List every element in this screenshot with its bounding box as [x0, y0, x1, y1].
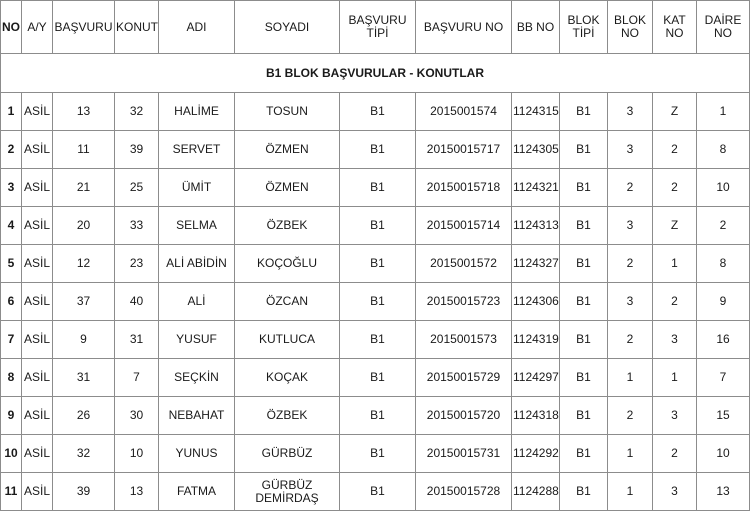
- cell-bb-no: 1124321: [512, 169, 560, 207]
- cell-konut: 25: [115, 169, 159, 207]
- cell-ay: ASİL: [22, 93, 53, 131]
- cell-blok-tipi: B1: [560, 435, 608, 473]
- cell-basvuru-tipi: B1: [340, 93, 416, 131]
- cell-basvuru: 20: [53, 207, 115, 245]
- header-basvuru-no: BAŞVURU NO: [416, 1, 512, 54]
- cell-blok-tipi: B1: [560, 321, 608, 359]
- cell-no: 5: [1, 245, 22, 283]
- cell-basvuru-no: 20150015723: [416, 283, 512, 321]
- cell-daire-no: 8: [697, 245, 750, 283]
- cell-basvuru: 12: [53, 245, 115, 283]
- header-basvuru-tipi: BAŞVURU TİPİ: [340, 1, 416, 54]
- cell-konut: 40: [115, 283, 159, 321]
- cell-basvuru-tipi: B1: [340, 321, 416, 359]
- table-row: [1, 93, 750, 131]
- cell-basvuru-no: 2015001574: [416, 93, 512, 131]
- cell-no: 1: [1, 93, 22, 131]
- header-daire-no: DAİRE NO: [697, 1, 750, 54]
- cell-bb-no: 1124318: [512, 397, 560, 435]
- header-bb-no: BB NO: [512, 1, 560, 54]
- cell-bb-no: 1124297: [512, 359, 560, 397]
- cell-basvuru-no: 20150015720: [416, 397, 512, 435]
- cell-basvuru-no: 20150015729: [416, 359, 512, 397]
- cell-basvuru-no: 20150015731: [416, 435, 512, 473]
- cell-basvuru: 31: [53, 359, 115, 397]
- cell-basvuru-no: 20150015717: [416, 131, 512, 169]
- cell-soyadi: ÖZBEK: [235, 207, 340, 245]
- cell-kat-no: 3: [653, 473, 697, 511]
- header-kat-no: KAT NO: [653, 1, 697, 54]
- cell-blok-no: 3: [608, 207, 653, 245]
- cell-blok-no: 1: [608, 473, 653, 511]
- cell-basvuru: 9: [53, 321, 115, 359]
- cell-adi: SELMA: [159, 207, 235, 245]
- cell-ay: ASİL: [22, 245, 53, 283]
- cell-blok-no: 1: [608, 359, 653, 397]
- cell-basvuru: 39: [53, 473, 115, 511]
- cell-blok-tipi: B1: [560, 359, 608, 397]
- cell-kat-no: 2: [653, 283, 697, 321]
- cell-blok-no: 2: [608, 321, 653, 359]
- cell-no: 10: [1, 435, 22, 473]
- cell-adi: ÜMİT: [159, 169, 235, 207]
- header-ay: A/Y: [22, 1, 53, 54]
- cell-ay: ASİL: [22, 207, 53, 245]
- cell-basvuru-no: 20150015728: [416, 473, 512, 511]
- cell-no: 4: [1, 207, 22, 245]
- cell-basvuru-tipi: B1: [340, 169, 416, 207]
- cell-soyadi: KUTLUCA: [235, 321, 340, 359]
- table-row: [1, 131, 750, 169]
- cell-blok-tipi: B1: [560, 169, 608, 207]
- cell-bb-no: 1124306: [512, 283, 560, 321]
- header-row: [1, 1, 750, 54]
- cell-soyadi: KOÇOĞLU: [235, 245, 340, 283]
- cell-blok-tipi: B1: [560, 397, 608, 435]
- cell-konut: 23: [115, 245, 159, 283]
- cell-bb-no: 1124315: [512, 93, 560, 131]
- cell-no: 7: [1, 321, 22, 359]
- cell-kat-no: Z: [653, 93, 697, 131]
- cell-daire-no: 15: [697, 397, 750, 435]
- cell-no: 6: [1, 283, 22, 321]
- cell-blok-tipi: B1: [560, 473, 608, 511]
- table-row: [1, 207, 750, 245]
- cell-basvuru: 11: [53, 131, 115, 169]
- cell-daire-no: 9: [697, 283, 750, 321]
- cell-basvuru-no: 20150015714: [416, 207, 512, 245]
- cell-adi: YUNUS: [159, 435, 235, 473]
- cell-bb-no: 1124319: [512, 321, 560, 359]
- cell-soyadi: ÖZCAN: [235, 283, 340, 321]
- cell-kat-no: Z: [653, 207, 697, 245]
- cell-ay: ASİL: [22, 321, 53, 359]
- cell-basvuru-tipi: B1: [340, 397, 416, 435]
- cell-no: 9: [1, 397, 22, 435]
- cell-basvuru: 37: [53, 283, 115, 321]
- table-row: [1, 283, 750, 321]
- cell-daire-no: 1: [697, 93, 750, 131]
- table-row: [1, 359, 750, 397]
- cell-blok-no: 3: [608, 283, 653, 321]
- cell-bb-no: 1124327: [512, 245, 560, 283]
- cell-bb-no: 1124305: [512, 131, 560, 169]
- cell-konut: 30: [115, 397, 159, 435]
- cell-adi: FATMA: [159, 473, 235, 511]
- cell-bb-no: 1124292: [512, 435, 560, 473]
- cell-blok-no: 1: [608, 435, 653, 473]
- cell-blok-tipi: B1: [560, 131, 608, 169]
- cell-kat-no: 2: [653, 169, 697, 207]
- cell-basvuru: 26: [53, 397, 115, 435]
- cell-soyadi: KOÇAK: [235, 359, 340, 397]
- cell-basvuru: 21: [53, 169, 115, 207]
- cell-daire-no: 7: [697, 359, 750, 397]
- cell-kat-no: 3: [653, 397, 697, 435]
- cell-adi: HALİME: [159, 93, 235, 131]
- cell-bb-no: 1124313: [512, 207, 560, 245]
- cell-daire-no: 8: [697, 131, 750, 169]
- header-soyadi: SOYADI: [235, 1, 340, 54]
- cell-ay: ASİL: [22, 435, 53, 473]
- cell-konut: 13: [115, 473, 159, 511]
- cell-soyadi: ÖZBEK: [235, 397, 340, 435]
- cell-daire-no: 10: [697, 169, 750, 207]
- table-row: [1, 169, 750, 207]
- cell-konut: 31: [115, 321, 159, 359]
- cell-basvuru-no: 2015001573: [416, 321, 512, 359]
- cell-no: 11: [1, 473, 22, 511]
- cell-basvuru-tipi: B1: [340, 473, 416, 511]
- cell-adi: YUSUF: [159, 321, 235, 359]
- section-row: [1, 54, 750, 93]
- cell-ay: ASİL: [22, 131, 53, 169]
- cell-konut: 39: [115, 131, 159, 169]
- cell-blok-no: 3: [608, 93, 653, 131]
- cell-blok-tipi: B1: [560, 93, 608, 131]
- cell-ay: ASİL: [22, 397, 53, 435]
- header-blok-no: BLOK NO: [608, 1, 653, 54]
- cell-ay: ASİL: [22, 473, 53, 511]
- cell-kat-no: 3: [653, 321, 697, 359]
- cell-no: 8: [1, 359, 22, 397]
- cell-bb-no: 1124288: [512, 473, 560, 511]
- table-row: [1, 435, 750, 473]
- cell-konut: 10: [115, 435, 159, 473]
- cell-soyadi: ÖZMEN: [235, 131, 340, 169]
- header-no: NO: [1, 1, 22, 54]
- header-konut: KONUT: [115, 1, 159, 54]
- cell-soyadi: GÜRBÜZ: [235, 435, 340, 473]
- cell-blok-no: 2: [608, 245, 653, 283]
- cell-blok-tipi: B1: [560, 283, 608, 321]
- cell-no: 3: [1, 169, 22, 207]
- cell-konut: 33: [115, 207, 159, 245]
- cell-soyadi: TOSUN: [235, 93, 340, 131]
- cell-daire-no: 16: [697, 321, 750, 359]
- cell-konut: 7: [115, 359, 159, 397]
- cell-ay: ASİL: [22, 169, 53, 207]
- cell-basvuru-tipi: B1: [340, 207, 416, 245]
- header-blok-tipi: BLOK TİPİ: [560, 1, 608, 54]
- cell-soyadi: GÜRBÜZ DEMİRDAŞ: [235, 473, 340, 511]
- cell-blok-no: 2: [608, 169, 653, 207]
- table-row: [1, 321, 750, 359]
- header-adi: ADI: [159, 1, 235, 54]
- cell-basvuru-tipi: B1: [340, 435, 416, 473]
- cell-basvuru-tipi: B1: [340, 359, 416, 397]
- cell-kat-no: 1: [653, 359, 697, 397]
- cell-basvuru-tipi: B1: [340, 245, 416, 283]
- cell-basvuru-no: 20150015718: [416, 169, 512, 207]
- table-row: [1, 473, 750, 511]
- cell-adi: SEÇKİN: [159, 359, 235, 397]
- cell-daire-no: 13: [697, 473, 750, 511]
- cell-basvuru: 13: [53, 93, 115, 131]
- cell-konut: 32: [115, 93, 159, 131]
- table-row: [1, 245, 750, 283]
- cell-basvuru-no: 2015001572: [416, 245, 512, 283]
- cell-kat-no: 1: [653, 245, 697, 283]
- cell-adi: ALİ ABİDİN: [159, 245, 235, 283]
- cell-soyadi: ÖZMEN: [235, 169, 340, 207]
- cell-daire-no: 2: [697, 207, 750, 245]
- cell-basvuru-tipi: B1: [340, 283, 416, 321]
- cell-blok-no: 3: [608, 131, 653, 169]
- header-basvuru: BAŞVURU: [53, 1, 115, 54]
- section-title: B1 BLOK BAŞVURULAR - KONUTLAR: [1, 54, 750, 93]
- cell-kat-no: 2: [653, 131, 697, 169]
- cell-blok-tipi: B1: [560, 207, 608, 245]
- cell-no: 2: [1, 131, 22, 169]
- cell-basvuru-tipi: B1: [340, 131, 416, 169]
- cell-blok-tipi: B1: [560, 245, 608, 283]
- cell-daire-no: 10: [697, 435, 750, 473]
- cell-adi: SERVET: [159, 131, 235, 169]
- cell-kat-no: 2: [653, 435, 697, 473]
- cell-basvuru: 32: [53, 435, 115, 473]
- cell-ay: ASİL: [22, 359, 53, 397]
- cell-ay: ASİL: [22, 283, 53, 321]
- cell-blok-no: 2: [608, 397, 653, 435]
- table-row: [1, 397, 750, 435]
- cell-adi: NEBAHAT: [159, 397, 235, 435]
- cell-adi: ALİ: [159, 283, 235, 321]
